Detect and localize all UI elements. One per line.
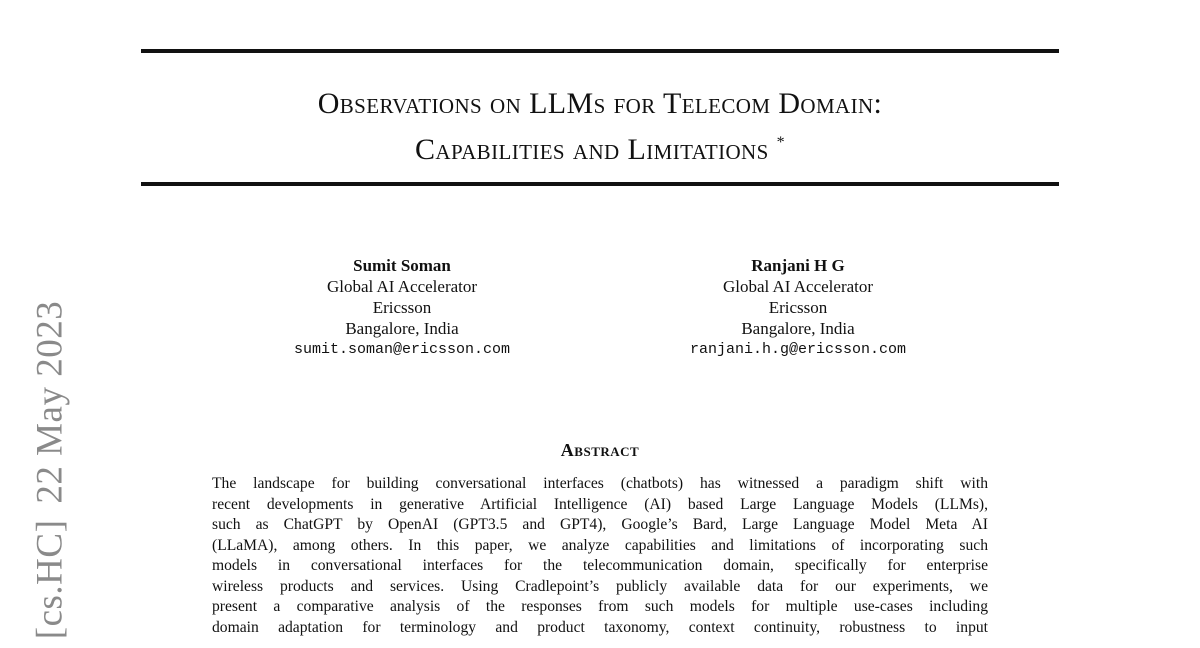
abstract-heading: Abstract [560,440,640,460]
abstract-line: present a comparative analysis of the responses from such models for multiple use-cases including [212,598,988,615]
author-name: Sumit Soman [353,256,451,275]
title-line-2 [141,123,1059,169]
author-org: Ericsson [768,298,828,317]
author-location: Bangalore, India [345,319,459,338]
abstract-line: domain adaptation for terminology and product taxonomy, context continuity, robustness to input [212,618,988,636]
title-rule-bottom [141,182,1059,186]
abstract-line: The landscape for building conversational interfaces (chatbots) has witnessed a paradigm shift with [212,475,988,492]
author-org: Ericsson [372,298,432,317]
author-name: Ranjani H G [751,256,845,275]
author-affiliation: Global AI Accelerator [326,277,478,296]
title-footnote-mark: * [776,134,786,151]
arxiv-date: 22 May 2023 [29,300,71,504]
abstract-body [212,474,988,638]
author-block [618,255,978,360]
author-affiliation: Global AI Accelerator [722,277,874,296]
abstract-line: models in conversational interfaces for the telecommunication domain, specifically for enterprise [212,557,988,574]
paper-title [141,84,1059,169]
author-email[interactable]: sumit.soman@ericsson.com [293,341,511,358]
title-line-2-text: Capabilities and Limitations [414,133,769,166]
author-email[interactable]: ranjani.h.g@ericsson.com [689,341,907,358]
title-line-1: Observations on LLMs for Telecom Domain: [317,87,883,120]
arxiv-category: [cs.HC] [29,519,71,640]
title-rule-top [141,49,1059,53]
abstract-line: recent developments in generative Artificial Intelligence (AI) based Large Language Models (LLMs), [212,495,988,513]
abstract-line: (LLaMA), among others. In this paper, we analyze capabilities and limitations of incorporating such [212,536,988,554]
abstract-line: such as ChatGPT by OpenAI (GPT3.5 and GPT4), Google’s Bard, Large Language Model Meta AI [212,516,988,533]
author-location: Bangalore, India [741,319,855,338]
author-block [222,255,582,360]
abstract-line: wireless products and services. Using Cradlepoint’s publicly available data for our experiments, we [212,577,988,595]
arxiv-side-stamp [29,301,72,639]
